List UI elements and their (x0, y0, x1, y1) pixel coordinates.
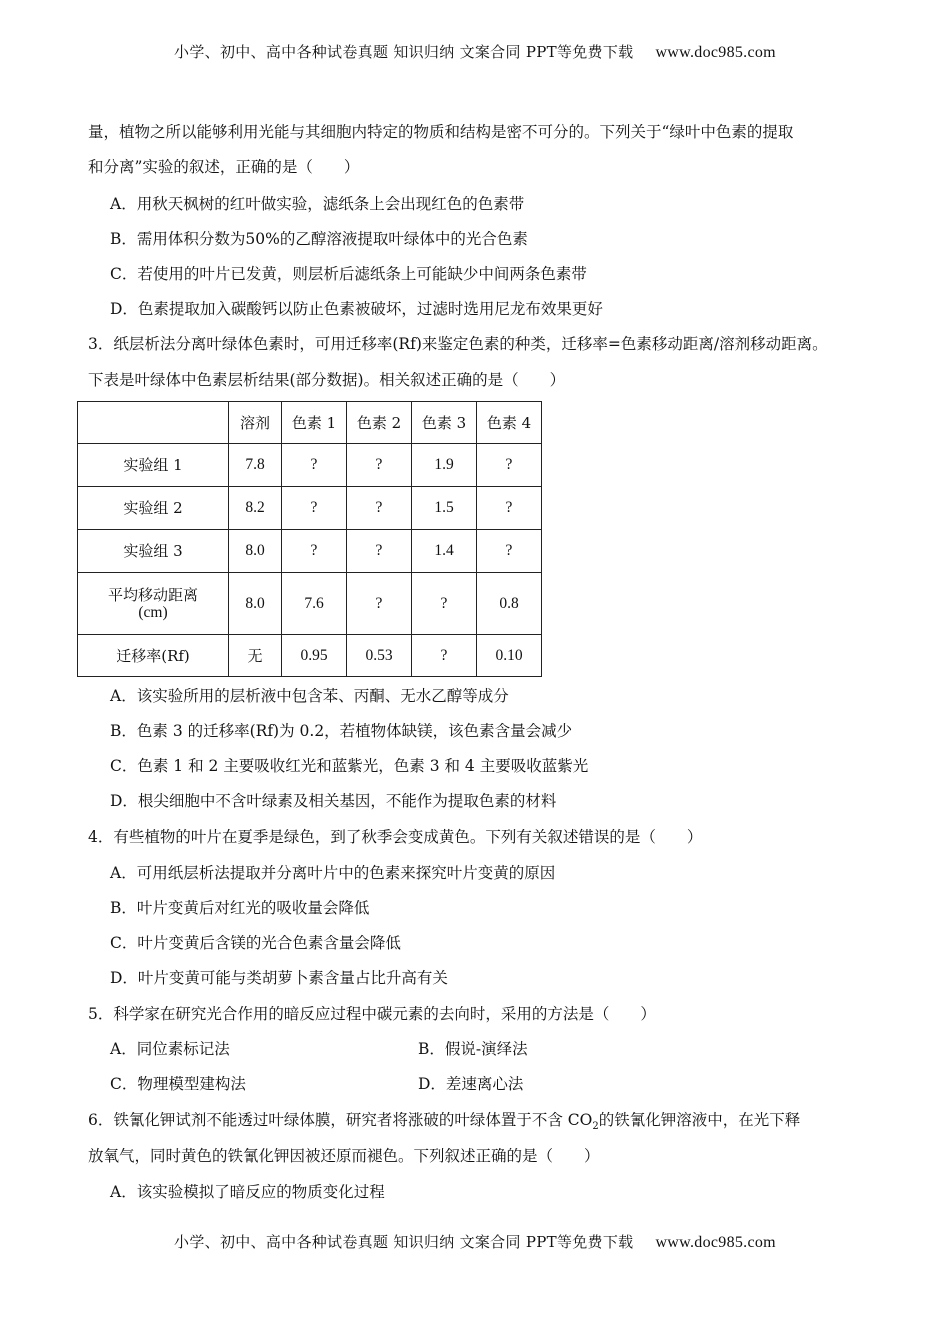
table-cell: 0.10 (477, 635, 542, 677)
table-header-cell: 色素 4 (477, 402, 542, 444)
q6-stem-part-a: 6．铁氰化钾试剂不能透过叶绿体膜，研究者将涨破的叶绿体置于不含 CO (88, 1111, 593, 1129)
table-cell: 8.0 (229, 573, 282, 635)
q3-option-a: A．该实验所用的层析液中包含苯、丙酮、无水乙醇等成分 (110, 687, 509, 705)
q5-option-c: C．物理模型建构法 (110, 1075, 246, 1093)
table-cell: 1.4 (412, 530, 477, 573)
q3-stem-line1: 3．纸层析法分离叶绿体色素时，可用迁移率(Rf)来鉴定色素的种类，迁移率=色素移动距离/溶剂移动距离。 (88, 335, 828, 353)
q6-co2-subscript: 2 (592, 1121, 599, 1133)
header-text: 小学、初中、高中各种试卷真题 知识归纳 文案合同 PPT等免费下载 (174, 43, 634, 61)
q2-stem-line2: 和分离”实验的叙述，正确的是（ ） (88, 158, 360, 176)
page-footer (0, 1231, 950, 1252)
table-cell: ? (347, 487, 412, 530)
table-row-label-line1: 平均移动距离 (107, 585, 198, 604)
q3-option-c: C．色素 1 和 2 主要吸收红光和蓝紫光，色素 3 和 4 主要吸收蓝紫光 (110, 757, 589, 775)
footer-site-link[interactable]: www.doc985.com (655, 1234, 776, 1251)
q2-option-b: B．需用体积分数为50%的乙醇溶液提取叶绿体中的光合色素 (110, 230, 528, 248)
table-cell: 7.8 (229, 444, 282, 487)
page-header (0, 41, 950, 62)
table-cell: 7.6 (282, 573, 347, 635)
table-row-label (78, 573, 229, 635)
table-cell: ? (477, 444, 542, 487)
table-row-label: 实验组 1 (78, 444, 229, 487)
q3-option-b: B．色素 3 的迁移率(Rf)为 0.2，若植物体缺镁，该色素含量会减少 (110, 722, 573, 740)
q6-stem-line2: 放氧气，同时黄色的铁氰化钾因被还原而褪色。下列叙述正确的是（ ） (88, 1147, 600, 1165)
table-row-label-line2: (cm) (138, 603, 168, 621)
table-header-cell: 溶剂 (229, 402, 282, 444)
table-cell: ? (282, 530, 347, 573)
q6-stem-line1 (88, 1108, 800, 1132)
table-row (78, 487, 542, 530)
q5-stem: 5．科学家在研究光合作用的暗反应过程中碳元素的去向时，采用的方法是（ ） (88, 1005, 656, 1023)
table-row-label: 迁移率(Rf) (78, 635, 229, 677)
table-header-cell: 色素 1 (282, 402, 347, 444)
table-cell: 1.5 (412, 487, 477, 530)
table-cell: ? (347, 530, 412, 573)
table-header-row (78, 402, 542, 444)
footer-text: 小学、初中、高中各种试卷真题 知识归纳 文案合同 PPT等免费下载 (174, 1233, 634, 1251)
q5-option-d: D．差速离心法 (418, 1075, 524, 1093)
table-cell: ? (412, 573, 477, 635)
header-site-link[interactable]: www.doc985.com (655, 44, 776, 61)
table-row (78, 635, 542, 677)
rf-table (77, 401, 542, 677)
q4-option-b: B．叶片变黄后对红光的吸收量会降低 (110, 899, 370, 917)
table-header-cell: 色素 3 (412, 402, 477, 444)
table-cell: 0.53 (347, 635, 412, 677)
q4-option-c: C．叶片变黄后含镁的光合色素含量会降低 (110, 934, 401, 952)
table-header-cell (78, 402, 229, 444)
q4-option-a: A．可用纸层析法提取并分离叶片中的色素来探究叶片变黄的原因 (110, 864, 556, 882)
table-cell: 无 (229, 635, 282, 677)
q5-option-b: B．假说-演绎法 (418, 1040, 528, 1058)
q2-option-a: A．用秋天枫树的红叶做实验，滤纸条上会出现红色的色素带 (110, 195, 525, 213)
q5-option-a: A．同位素标记法 (110, 1040, 230, 1058)
table-cell: ? (282, 487, 347, 530)
table-header-cell: 色素 2 (347, 402, 412, 444)
table-cell: ? (347, 573, 412, 635)
table-cell: ? (477, 530, 542, 573)
q4-stem: 4．有些植物的叶片在夏季是绿色，到了秋季会变成黄色。下列有关叙述错误的是（ ） (88, 828, 703, 846)
q2-option-d: D．色素提取加入碳酸钙以防止色素被破坏，过滤时选用尼龙布效果更好 (110, 300, 603, 318)
table-cell: 1.9 (412, 444, 477, 487)
q2-stem-line1: 量，植物之所以能够利用光能与其细胞内特定的物质和结构是密不可分的。下列关于“绿叶中色素的提取 (88, 123, 794, 141)
table-cell: ? (347, 444, 412, 487)
q3-option-d: D．根尖细胞中不含叶绿素及相关基因，不能作为提取色素的材料 (110, 792, 557, 810)
table-row-label: 实验组 2 (78, 487, 229, 530)
q2-option-c: C．若使用的叶片已发黄，则层析后滤纸条上可能缺少中间两条色素带 (110, 265, 587, 283)
table-row (78, 530, 542, 573)
table-cell: 8.0 (229, 530, 282, 573)
table-cell: ? (477, 487, 542, 530)
table-row (78, 573, 542, 635)
table-cell: 0.95 (282, 635, 347, 677)
table-cell: ? (282, 444, 347, 487)
q6-option-a: A．该实验模拟了暗反应的物质变化过程 (110, 1183, 385, 1201)
q4-option-d: D．叶片变黄可能与类胡萝卜素含量占比升高有关 (110, 969, 448, 987)
table-row (78, 444, 542, 487)
table-row-label: 实验组 3 (78, 530, 229, 573)
table-cell: ? (412, 635, 477, 677)
table-cell: 8.2 (229, 487, 282, 530)
table-cell: 0.8 (477, 573, 542, 635)
q6-stem-part-b: 的铁氰化钾溶液中，在光下释 (598, 1111, 801, 1129)
q3-stem-line2: 下表是叶绿体中色素层析结果(部分数据)。相关叙述正确的是（ ） (88, 371, 566, 389)
